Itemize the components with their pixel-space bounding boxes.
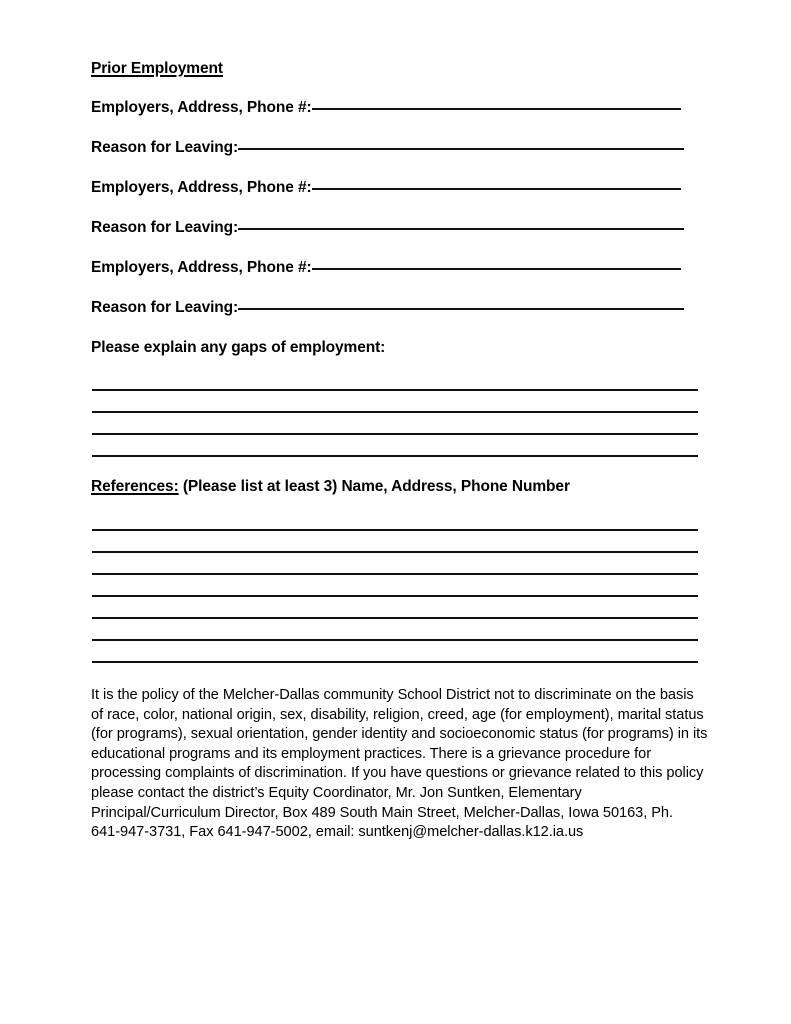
field-label: Reason for Leaving: [91,139,239,156]
field-write-in-line[interactable] [312,188,681,190]
policy-text-line: (for programs), sexual orientation, gender identity and socioeconomic status (for programs) in its [91,726,708,743]
field-label: Reason for Leaving: [91,299,239,316]
field-write-in-line[interactable] [312,108,681,110]
policy-text-line: educational programs and its employment practices. There is a grievance procedure for [91,745,652,762]
field-row-employers-3 [91,179,698,197]
references-heading-underlined: References: [91,478,179,495]
references-write-in-line-2[interactable] [92,531,698,553]
field-label: Reason for Leaving: [91,219,239,236]
references-heading [91,478,698,496]
field-row-reason-4 [91,219,698,237]
nondiscrimination-policy [91,686,708,843]
field-write-in-line[interactable] [238,148,684,150]
field-row-employers-1 [91,99,698,117]
gaps-answer-lines [91,369,698,457]
references-heading-rest: (Please list at least 3) Name, Address, Phone Number [178,478,570,495]
document-content [91,60,708,843]
gaps-write-in-line-2[interactable] [92,391,698,413]
references-write-in-line-5[interactable] [92,597,698,619]
gaps-write-in-line-1[interactable] [92,369,698,391]
field-write-in-line[interactable] [312,268,681,270]
field-write-in-line[interactable] [238,308,684,310]
employment-fields-group [91,99,698,317]
page-title [91,60,698,78]
policy-text-line: of race, color, national origin, sex, disability, religion, creed, age (for employment), marital status [91,706,704,723]
gaps-write-in-line-4[interactable] [92,435,698,457]
field-row-reason-2 [91,139,698,157]
spacer [91,457,698,478]
gaps-write-in-line-3[interactable] [92,413,698,435]
references-answer-lines [91,509,698,663]
references-write-in-line-7[interactable] [92,641,698,663]
field-write-in-line[interactable] [238,228,684,230]
field-row-employers-5 [91,259,698,277]
policy-text-line: 641-947-3731, Fax 641-947-5002, email: suntkenj@melcher-dallas.k12.ia.us [91,824,584,841]
field-label: Employers, Address, Phone #: [91,259,312,276]
policy-text-line: It is the policy of the Melcher-Dallas community School District not to discriminate on the basis [91,687,694,703]
field-label: Employers, Address, Phone #: [91,179,312,196]
page-title-text: Prior Employment [91,60,223,77]
policy-text-line: processing complaints of discrimination. If you have questions or grievance related to this policy [91,765,704,782]
policy-text-line: Principal/Curriculum Director, Box 489 South Main Street, Melcher-Dallas, Iowa 50163, Ph. [91,804,673,821]
references-write-in-line-1[interactable] [92,509,698,531]
gaps-prompt-label: Please explain any gaps of employment: [91,339,386,356]
references-write-in-line-3[interactable] [92,553,698,575]
field-label: Employers, Address, Phone #: [91,99,312,116]
field-row-reason-6 [91,299,698,317]
references-write-in-line-4[interactable] [92,575,698,597]
references-write-in-line-6[interactable] [92,619,698,641]
policy-text-line: please contact the district’s Equity Coordinator, Mr. Jon Suntken, Elementary [91,784,582,801]
